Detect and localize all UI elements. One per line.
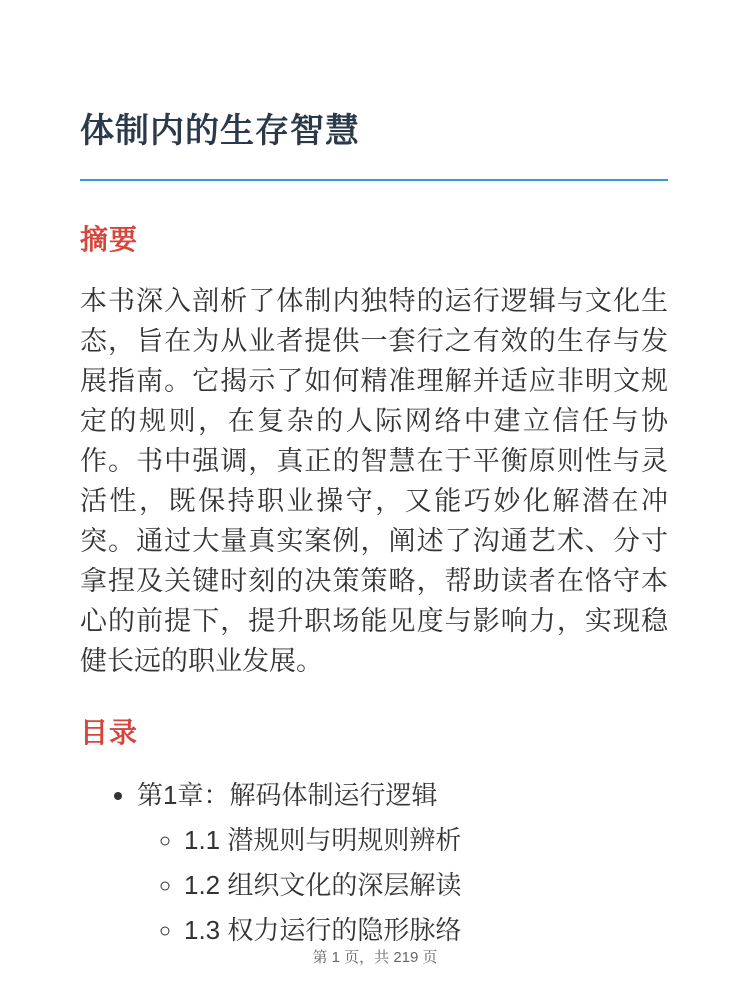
abstract-text: 本书深入剖析了体制内独特的运行逻辑与文化生态，旨在为从业者提供一套行之有效的生存与发展指南。它揭示了如何精准理解并适应非明文规定的规则，在复杂的人际网络中建立信任与协作。书中强调，真正的智慧在于平衡原则性与灵活性，既保持职业操守，又能巧妙化解潜在冲突。通过大量真实案例，阐述了沟通艺术、分寸拿捏及关键时刻的决策策略，帮助读者在恪守本心的前提下，提升职场能见度与影响力，实现稳健长远的职业发展。: [80, 286, 668, 676]
page-number-footer: 第 1 页，共 219 页: [312, 949, 438, 966]
toc-heading: 目录: [80, 717, 139, 748]
toc-section-item: ◦ 1.3 权力运行的隐形脉络: [184, 915, 668, 945]
toc-sublist: [137, 825, 668, 945]
title-divider: [80, 179, 668, 181]
toc-list: [80, 779, 668, 945]
abstract-heading: 摘要: [80, 224, 139, 255]
toc-chapter-item: [137, 779, 668, 945]
page-title: 体制内的生存智慧: [80, 112, 360, 150]
toc-section-item: ◦ 1.2 组织文化的深层解读: [184, 870, 668, 900]
toc-section-item: ◦ 1.1 潜规则与明规则辨析: [184, 825, 668, 855]
toc-chapter-label: 第1章：解码体制运行逻辑: [137, 780, 438, 810]
